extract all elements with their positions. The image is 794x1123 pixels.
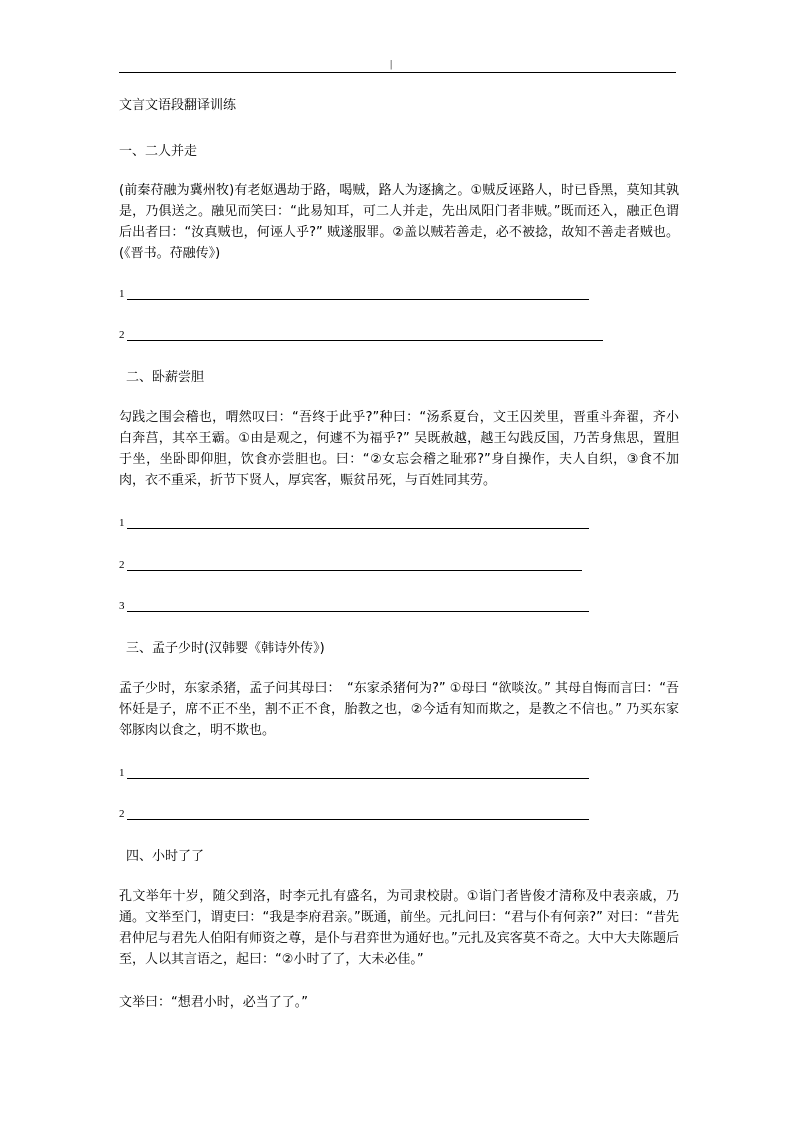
- section-4-closing-line: 文举曰：“想君小时，必当了了。”: [119, 995, 308, 1010]
- answer-rule: [127, 611, 589, 612]
- answer-rule: [127, 340, 603, 341]
- answer-line-number: 3: [119, 600, 125, 612]
- answer-line-number: 1: [119, 517, 125, 529]
- header-rule: [119, 72, 676, 73]
- section-4-heading: 四、小时了了: [126, 849, 205, 864]
- section-2-heading: 二、卧薪尝胆: [126, 370, 205, 385]
- section-3-heading: 三、孟子少时(汉韩婴《韩诗外传》): [126, 641, 325, 656]
- answer-rule: [127, 299, 589, 300]
- section-1-passage: (前秦苻融为冀州牧)有老妪遇劫于路，喝贼，路人为逐擒之。①贼反诬路人，时已昏黑，莫知其孰是，乃俱送之。融见而笑曰：“此易知耳，可二人并走，先出凤阳门者非贼。”既而还入，融正色谓后出者曰：“汝真贼也，何诬人乎?” 贼遂服罪。②盖以贼若善走，必不被捻，故知不善走者贼也。(《晋书。苻融传》): [119, 183, 679, 261]
- document-title: 文言文语段翻译训练: [119, 98, 237, 113]
- answer-line-number: 2: [119, 808, 125, 820]
- answer-rule: [127, 570, 582, 571]
- answer-line-number: 2: [119, 329, 125, 341]
- section-4-passage: 孔文举年十岁，随父到洛，时李元扎有盛名，为司隶校尉。①诣门者皆俊才清称及中表亲戚，乃通。文举至门，谓吏曰：“我是李府君亲。”既通，前坐。元扎问曰：“君与仆有何亲?” 对曰：“昔先君仲尼与君先人伯阳有师资之尊，是仆与君弈世为通好也。”元扎及宾客莫不奇之。大中大夫陈题后至，人以其言语之，起曰：“②小时了了，大未必佳。”: [119, 889, 679, 967]
- answer-line-number: 1: [119, 288, 125, 300]
- answer-rule: [127, 819, 589, 820]
- answer-line-number: 1: [119, 767, 125, 779]
- section-1-heading: 一、二人并走: [119, 144, 198, 159]
- answer-line-number: 2: [119, 559, 125, 571]
- header-mark: |: [390, 58, 393, 70]
- section-2-passage: 勾践之围会稽也，喟然叹曰：“吾终于此乎?”种曰：“汤系夏台，文王囚羑里，晋重斗奔翟，齐小白奔莒，其卒王霸。①由是观之，何遽不为福乎?” 吴既赦越，越王勾践反国，乃苦身焦思，置胆于坐，坐卧即仰胆，饮食亦尝胆也。曰：“②女忘会稽之耻邪?”身自操作，夫人自织，③食不加肉，衣不重采，折节下贤人，厚宾客，赈贫吊死，与百姓同其劳。: [119, 410, 679, 488]
- answer-rule: [127, 528, 589, 529]
- section-3-passage: 孟子少时，东家杀猪，孟子问其母曰： “东家杀猪何为?” ①母曰 “欲啖汝。” 其母自悔而言曰：“吾怀妊是子，席不正不坐，割不正不食，胎教之也，②今适有知而欺之，是教之不信也。” 乃买东家邻豚肉以食之，明不欺也。: [119, 681, 679, 738]
- answer-rule: [127, 778, 589, 779]
